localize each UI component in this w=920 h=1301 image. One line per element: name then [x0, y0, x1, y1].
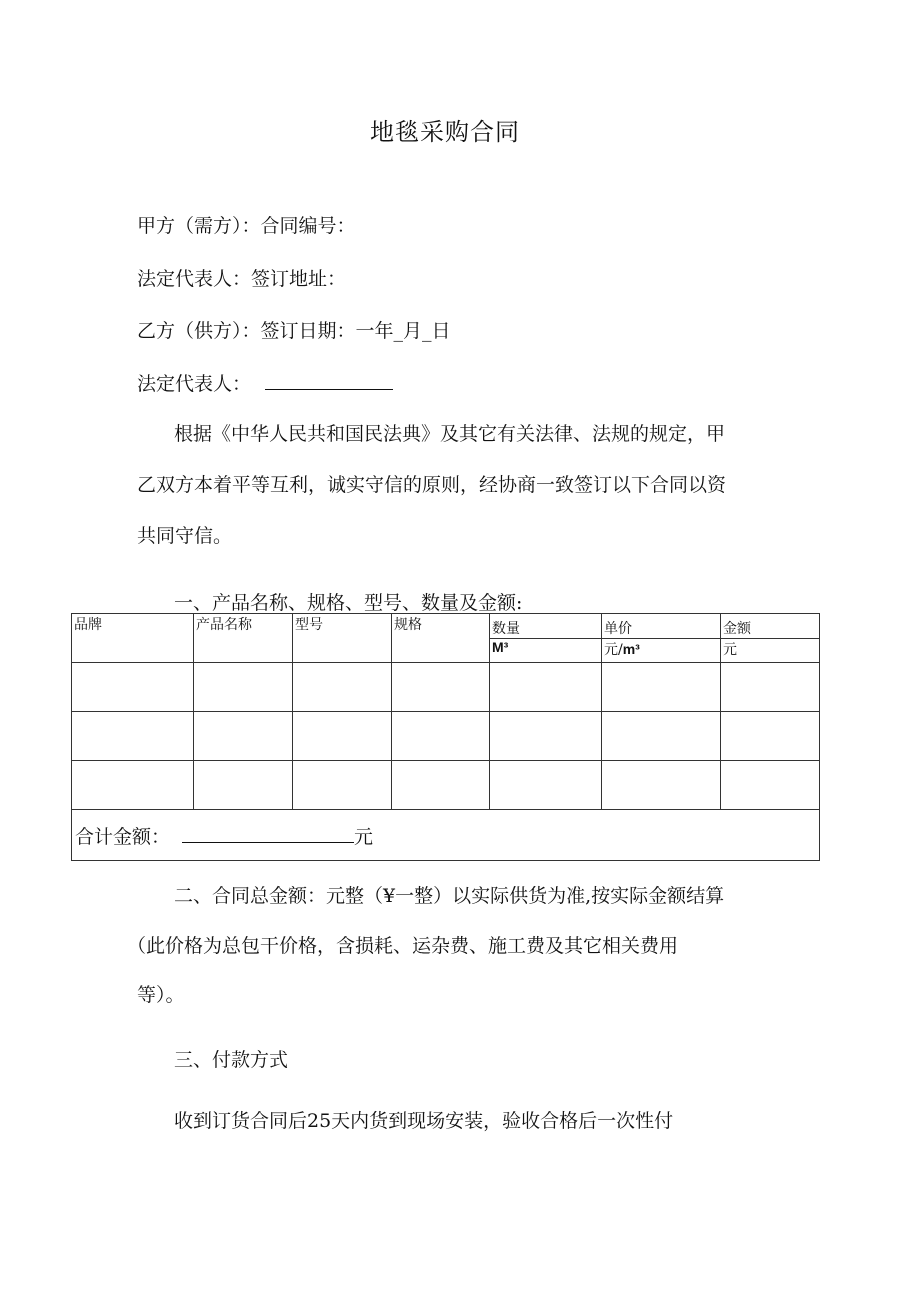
total-blank[interactable] — [182, 822, 354, 843]
table-cell[interactable] — [72, 712, 194, 761]
preamble-line-1: 根据《中华人民共和国民法典》及其它有关法律、法规的规定，甲 — [174, 423, 726, 445]
section2-line-3: 等）。 — [137, 984, 185, 1006]
legal-rep-b-label: 法定代表人： — [137, 373, 252, 395]
total-label: 合计金额： — [75, 825, 171, 848]
table-cell[interactable] — [293, 663, 392, 712]
table-cell[interactable] — [490, 761, 602, 810]
table-cell[interactable] — [721, 663, 820, 712]
table-cell[interactable] — [392, 712, 490, 761]
total-row — [72, 810, 820, 861]
unit-price-unit: m³ — [622, 641, 640, 657]
party-a-line: 甲方（需方）：合同编号： — [137, 215, 356, 237]
table-cell[interactable] — [293, 712, 392, 761]
preamble-line-2: 乙双方本着平等互利，诚实守信的原则，经协商一致签订以下合同以资 — [137, 474, 727, 496]
unit-amount: 元 — [721, 639, 820, 663]
table-cell[interactable] — [721, 761, 820, 810]
unit-unit-price — [602, 639, 721, 663]
table-cell[interactable] — [490, 712, 602, 761]
legal-rep-b-line — [137, 369, 393, 396]
table-cell[interactable] — [194, 761, 293, 810]
party-b-line: 乙方（供方）：签订日期：一年_月_日 — [137, 320, 451, 342]
unit-price-prefix: 元/ — [604, 642, 623, 658]
table-cell[interactable] — [392, 761, 490, 810]
table-cell[interactable] — [490, 663, 602, 712]
header-spec: 规格 — [392, 614, 490, 663]
table-cell[interactable] — [602, 761, 721, 810]
header-unit-price: 单价 — [602, 614, 721, 639]
table-cell[interactable] — [721, 712, 820, 761]
unit-quantity — [490, 639, 602, 663]
legal-rep-b-blank — [265, 369, 393, 390]
header-brand: 品牌 — [72, 614, 194, 663]
table-cell[interactable] — [72, 761, 194, 810]
section2-line-1: 二、合同总金额：元整（¥一整）以实际供货为准,按实际金额结算 — [174, 885, 725, 907]
header-model: 型号 — [293, 614, 392, 663]
document-title: 地毯采购合同 — [370, 118, 520, 146]
section1-heading: 一、产品名称、规格、型号、数量及金额: — [174, 592, 523, 614]
preamble-line-3: 共同守信。 — [137, 525, 233, 547]
table-cell[interactable] — [194, 663, 293, 712]
total-suffix: 元 — [354, 825, 374, 848]
header-quantity: 数量 — [490, 614, 602, 639]
section2-line-2: （此价格为总包干价格，含损耗、运杂费、施工费及其它相关费用 — [127, 935, 679, 957]
legal-rep-a-line: 法定代表人：签订地址： — [137, 268, 347, 290]
section3-heading: 三、付款方式 — [174, 1049, 289, 1071]
table-cell[interactable] — [194, 712, 293, 761]
product-table — [71, 613, 820, 861]
header-product-name: 产品名称 — [194, 614, 293, 663]
section3-text: 收到订货合同后25天内货到现场安装，验收合格后一次性付 — [174, 1110, 674, 1132]
unit-quantity-text: M³ — [492, 639, 509, 655]
table-cell[interactable] — [602, 663, 721, 712]
table-cell[interactable] — [392, 663, 490, 712]
table-cell[interactable] — [293, 761, 392, 810]
table-cell[interactable] — [602, 712, 721, 761]
table-cell[interactable] — [72, 663, 194, 712]
header-amount: 金额 — [721, 614, 820, 639]
